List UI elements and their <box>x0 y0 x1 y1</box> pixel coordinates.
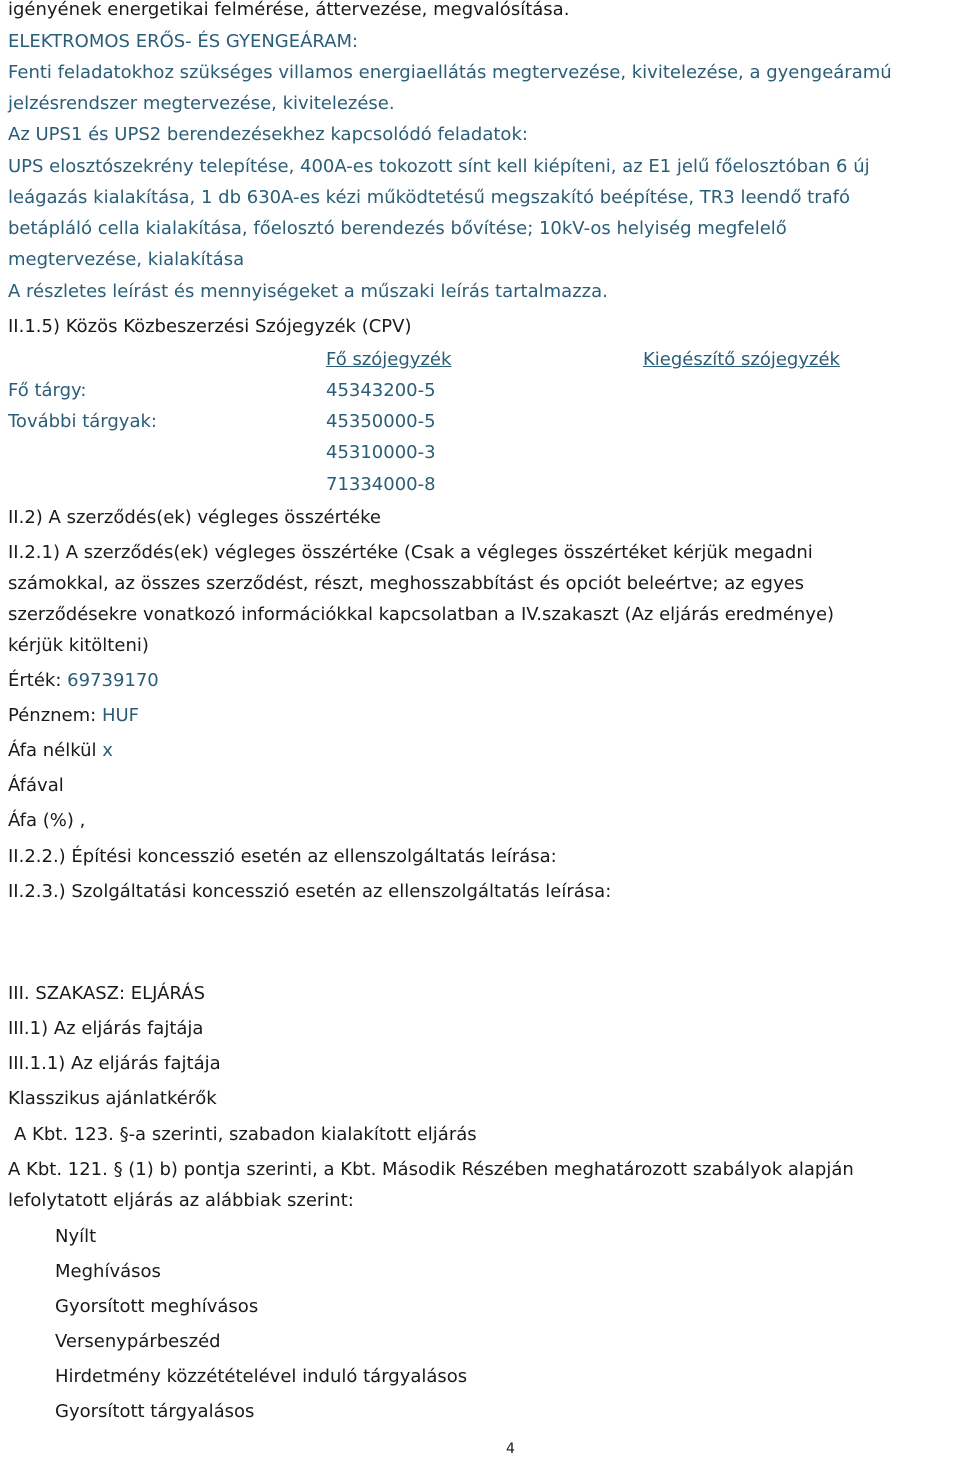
concession-services: II.2.3.) Szolgáltatási koncesszió esetén az ellenszolgáltatás leírása: <box>8 881 612 902</box>
kbt-123-line: A Kbt. 123. §-a szerinti, szabadon kialakított eljárás <box>14 1124 477 1145</box>
procedure-option: Meghívásos <box>55 1261 161 1282</box>
body-line: A részletes leírást és mennyiségeket a műszaki leírás tartalmazza. <box>8 281 608 302</box>
cpv-other-label: További tárgyak: <box>8 411 157 432</box>
currency-row <box>8 704 139 728</box>
classic-contracting: Klasszikus ajánlatkérők <box>8 1088 217 1109</box>
net-label: Áfa nélkül <box>8 740 97 761</box>
kbt-121-line: A Kbt. 121. § (1) b) pontja szerinti, a Kbt. Második Részében meghatározott szabályok alapján <box>8 1159 854 1180</box>
cpv-other-code: 45310000-3 <box>326 442 436 463</box>
kbt-121-line: lefolytatott eljárás az alábbiak szerint: <box>8 1190 354 1211</box>
cpv-heading: II.1.5) Közös Közbeszerzési Szójegyzék (CPV) <box>8 316 412 337</box>
body-line: Fenti feladatokhoz szükséges villamos energiaellátás megtervezése, kivitelezése, a gyengeáramú <box>8 62 892 83</box>
body-line: leágazás kialakítása, 1 db 630A-es kézi működtetésű megszakító beépítése, TR3 leendő trafó <box>8 187 851 208</box>
procedure-subheading: III.1.1) Az eljárás fajtája <box>8 1053 221 1074</box>
body-line: jelzésrendszer megtervezése, kivitelezése. <box>8 93 395 114</box>
contract-para-line: II.2.1) A szerződés(ek) végleges összértéke (Csak a végleges összértéket kérjük megadni <box>8 542 813 563</box>
intro-line: igényének energetikai felmérése, áttervezése, megvalósítása. <box>8 0 570 20</box>
cpv-other-code: 71334000-8 <box>326 474 436 495</box>
contract-para-line: szerződésekre vonatkozó információkkal kapcsolatban a IV.szakaszt (Az eljárás eredménye) <box>8 604 835 625</box>
procedure-option: Gyorsított meghívásos <box>55 1296 259 1317</box>
cpv-main-label: Fő tárgy: <box>8 380 87 401</box>
section-heading-procedure: III. SZAKASZ: ELJÁRÁS <box>8 983 206 1004</box>
procedure-option: Versenypárbeszéd <box>55 1331 221 1352</box>
vat-label: Áfa (%) , <box>8 810 86 831</box>
procedure-option: Hirdetmény közzétételével induló tárgyalásos <box>55 1366 468 1387</box>
section-heading-electrical: ELEKTROMOS ERŐS- ÉS GYENGEÁRAM: <box>8 31 359 52</box>
currency-value: HUF <box>101 705 140 726</box>
value-row <box>8 669 159 693</box>
procedure-subheading: III.1) Az eljárás fajtája <box>8 1018 204 1039</box>
cpv-col-main: Fő szójegyzék <box>326 349 452 370</box>
contract-heading: II.2) A szerződés(ek) végleges összértéke <box>8 507 381 528</box>
ups-heading: Az UPS1 és UPS2 berendezésekhez kapcsolódó feladatok: <box>8 124 528 145</box>
page-number: 4 <box>506 1441 515 1457</box>
cpv-main-code: 45343200-5 <box>326 380 436 401</box>
contract-para-line: számokkal, az összes szerződést, részt, meghosszabbítást és opciót beleértve; az egyes <box>8 573 805 594</box>
body-line: betápláló cella kialakítása, főelosztó berendezés bővítése; 10kV-os helyiség megfelelő <box>8 218 787 239</box>
cpv-other-code: 45350000-5 <box>326 411 436 432</box>
body-line: UPS elosztószekrény telepítése, 400A-es tokozott sínt kell kiépíteni, az E1 jelű főelosztóban 6 új <box>8 156 870 177</box>
cpv-col-supp: Kiegészítő szójegyzék <box>643 349 840 370</box>
value-amount: 69739170 <box>67 670 159 691</box>
body-line: megtervezése, kialakítása <box>8 249 245 270</box>
procedure-option: Gyorsított tárgyalásos <box>55 1401 255 1422</box>
net-row <box>8 739 113 763</box>
value-label: Érték: <box>8 670 62 691</box>
gross-label: Áfával <box>8 775 64 796</box>
procedure-option: Nyílt <box>55 1226 97 1247</box>
currency-label: Pénznem: <box>8 705 97 726</box>
contract-para-line: kérjük kitölteni) <box>8 635 149 656</box>
concession-works: II.2.2.) Építési koncesszió esetén az ellenszolgáltatás leírása: <box>8 846 557 867</box>
net-mark: x <box>102 740 113 761</box>
